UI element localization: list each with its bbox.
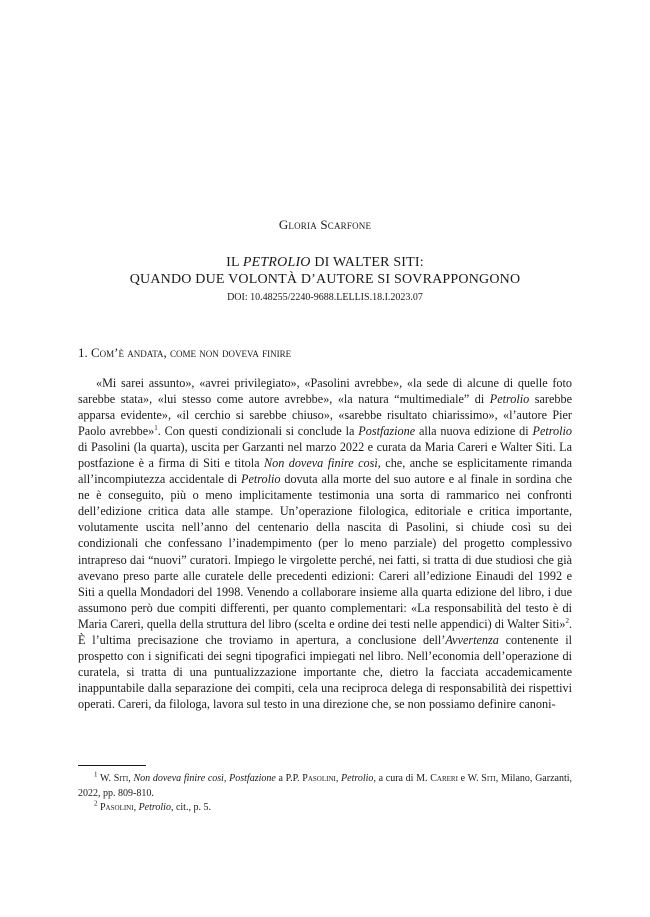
article-title-line-1 [0, 254, 650, 271]
footnote-ref-1[interactable]: 1 [154, 424, 158, 433]
smallcaps-run: Pasolini [100, 802, 134, 813]
article-title [0, 254, 650, 288]
text-run: contenente il prospetto con i significati dei segni tipografici impiegati nel libro. Nell’economia dell’operazione di curatela, si tratta di una puntualizzazione importante che, dietro la facciata accademicamente inappuntabile dalla separazione dei compiti, cela una reciproca delega di responsabilità dei rispettivi operati. Careri, da filologa, lavora sul testo in una direzione che, se non possiamo definire canoni- [78, 632, 573, 711]
text-run: e W. [457, 773, 482, 784]
smallcaps-run: Siti [481, 773, 496, 784]
text-run: . È l’ultima precisazione che troviamo in apertura, a conclusione dell’ [78, 616, 572, 647]
footnote-1 [78, 772, 572, 801]
text-run: sarebbe apparsa evidente», «il cerchio si sarebbe chiuso», «sarebbe risultato chiarissimo», «l’autore Pier Paolo avrebbe» [78, 392, 572, 439]
title-text: DI WALTER SITI: [310, 255, 424, 270]
italic-run: Postfazione [358, 424, 416, 439]
text-run: , a cura di M. [373, 773, 431, 784]
footnotes [78, 772, 572, 816]
article-author: Gloria Scarfone [278, 217, 372, 232]
body-text [78, 375, 572, 712]
title-italic-text: PETROLIO [242, 255, 311, 270]
italic-run: Petrolio [241, 472, 281, 487]
section-heading: 1. Com’è andata, come non doveva finire [78, 345, 292, 360]
text-run: «Mi sarei assunto», «avrei privilegiato», «Pasolini avrebbe», «la sede di alcune di quelle foto sarebbe stata», «lui stesso come autore avrebbe», «la natura “multimediale” di [78, 376, 572, 407]
smallcaps-run: Careri [430, 773, 458, 784]
text-run: dovuta alla morte del suo autore e al finale in sordina che ne è conseguito, più o meno implicitamente testimonia una sorta di rammarico nei confronti dell’edizione critica data alle stampe. Un’operazione filologica, editoriale e critica importante, volutamente uscita nell’anno del centenario della nascita di Pasolini, si chiude così su dei condizionali che confessano l’inadempimento (per lo meno parziale) del progetto complessivo intrapreso dai “nuovi” curatori. Impiego le virgolette perché, nei fatti, si tratta di due studiosi che già avevano preso parte alle curatele delle precedenti edizioni: Careri all’edizione Einaudi del 1992 e Siti a quella Mondadori del 1998. Venendo a collaborare insieme alla quarta edizione del libro, i due assumono però due compiti differenti, per quanto complementari: «La responsabilità del testo è di Maria Careri, quella della struttura del libro (scelta e ordine dei testi nelle appendici) di Walter Siti» [78, 472, 572, 631]
italic-run: Petrolio [532, 424, 572, 439]
italic-run: Non doveva finire così [263, 456, 378, 471]
text-run: alla nuova edizione di [415, 424, 533, 439]
smallcaps-run: Siti [113, 773, 129, 784]
italic-run: Petrolio [138, 802, 171, 813]
title-text: IL [226, 255, 243, 270]
italic-run: Petrolio [341, 773, 374, 784]
text-run: W. [97, 773, 114, 784]
article-title-line-2: QUANDO DUE VOLONTÀ D’AUTORE SI SOVRAPPONGONO [129, 272, 521, 287]
text-run: , che, anche se esplicitamente rimanda all’incompiutezza accidentale di [78, 456, 572, 487]
text-run: , cit., p. 5. [170, 802, 211, 813]
smallcaps-run: Pasolini [302, 773, 336, 784]
italic-run: Non doveva finire così, Postfazione [133, 773, 276, 784]
doi-link[interactable]: DOI: 10.48255/2240-9688.LELLIS.18.I.2023.07 [227, 292, 423, 303]
text-run: , [128, 773, 134, 784]
footnote-2 [78, 801, 572, 816]
text-run: di Pasolini (la quarta), uscita per Garzanti nel marzo 2022 e curata da Maria Careri e Walter Siti. La postfazione è a firma di Siti e titola [78, 440, 572, 471]
text-run: , Milano, Garzanti, 2022, pp. 809-810. [78, 773, 573, 799]
footnote-separator [78, 765, 146, 766]
footnote-number: 2 [94, 799, 98, 808]
footnote-number: 1 [94, 770, 98, 779]
text-run: , [335, 773, 342, 784]
footnote-ref-2[interactable]: 2 [565, 616, 569, 625]
text-run: . Con questi condizionali si conclude la [157, 424, 359, 439]
text-run: a P.P. [275, 773, 303, 784]
italic-run: Petrolio [489, 392, 530, 407]
italic-run: Avvertenza [445, 632, 499, 647]
paragraph [78, 375, 572, 712]
text-run: , [133, 802, 139, 813]
